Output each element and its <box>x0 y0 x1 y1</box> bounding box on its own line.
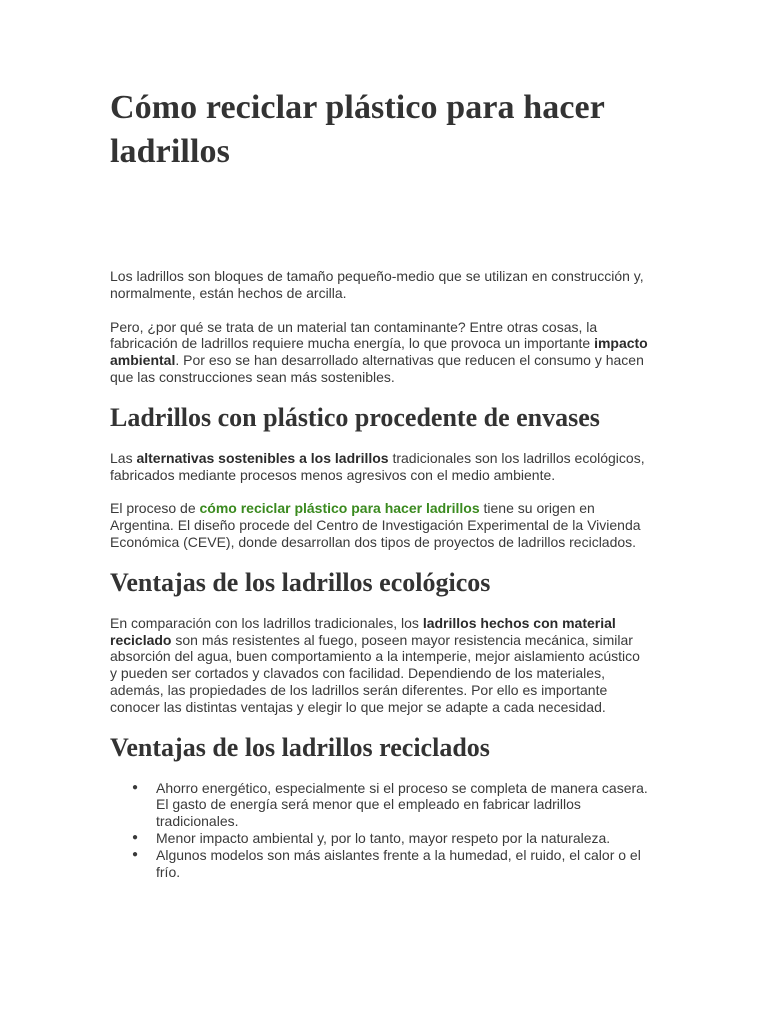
envases-paragraph-1 <box>110 450 650 484</box>
bold-material-reciclado: ladrillos hechos con material reciclado <box>110 614 616 648</box>
text-run: son más resistentes al fuego, poseen mayor resistencia mecánica, similar absorción del agua, buen comportamiento a la intemperie, mejor aislamiento acústico y pueden ser cortados y clavados con facilidad. Dependiendo de los materiales, además, las propiedades de los ladrillos serán diferentes. Por ello es importante conocer las distintas ventajas y elegir lo que mejor se adapte a cada necesidad. <box>110 631 640 715</box>
text-run: tiene su origen en Argentina. El diseño procede del Centro de Investigación Experimental de la Vivienda Económica (CEVE), donde desarrollan dos tipos de proyectos de ladrillos reciclados. <box>110 500 641 550</box>
intro-paragraph-2 <box>110 319 650 386</box>
heading-ecologicos: Ventajas de los ladrillos ecológicos <box>110 567 491 597</box>
envases-paragraph-2 <box>110 500 650 550</box>
bold-impacto-ambiental: impacto ambiental <box>110 335 648 369</box>
list-item <box>132 829 650 847</box>
list-item <box>132 779 650 830</box>
ventajas-list <box>110 780 650 881</box>
list-item-text: Ahorro energético, especialmente si el proceso se completa de manera casera. El gasto de energía será menor que el empleado en fabricar ladrillos tradicionales. <box>156 779 648 830</box>
intro-paragraph-1: Los ladrillos son bloques de tamaño pequeño-medio que se utilizan en construcción y, normalmente, están hechos de arcilla. <box>110 268 644 301</box>
bold-alternativas-sostenibles: alternativas sostenibles a los ladrillos <box>136 449 389 466</box>
list-item-text: Menor impacto ambiental y, por lo tanto, mayor respeto por la naturaleza. <box>156 829 611 846</box>
text-run: El proceso de <box>110 500 200 517</box>
ecologicos-paragraph <box>110 615 650 716</box>
text-run: Las <box>110 449 137 466</box>
heading-envases: Ladrillos con plástico procedente de envases <box>110 402 600 432</box>
list-item <box>132 846 650 881</box>
text-run: En comparación con los ladrillos tradicionales, los <box>110 614 423 631</box>
bullet-icon: ● <box>132 781 139 793</box>
bullet-icon: ● <box>132 831 139 843</box>
text-run: tradicionales son los ladrillos ecológicos, fabricados mediante procesos menos agresivos con el medio ambiente. <box>110 449 645 483</box>
page-title: Cómo reciclar plástico para hacer ladrillos <box>110 89 605 170</box>
reciclar-plastico-link[interactable]: cómo reciclar plástico para hacer ladrillos <box>199 500 480 517</box>
text-run: . Por eso se han desarrollado alternativas que reducen el consumo y hacen que las construcciones sean más sostenibles. <box>110 352 644 385</box>
list-item-text: Algunos modelos son más aislantes frente a la humedad, el ruido, el calor o el frío. <box>156 846 641 880</box>
article <box>110 86 650 880</box>
heading-reciclados: Ventajas de los ladrillos reciclados <box>110 732 490 762</box>
text-run: Pero, ¿por qué se trata de un material tan contaminante? Entre otras cosas, la fabricación de ladrillos requiere mucha energía, lo que provoca un importante <box>110 318 598 352</box>
bullet-icon: ● <box>132 848 139 860</box>
